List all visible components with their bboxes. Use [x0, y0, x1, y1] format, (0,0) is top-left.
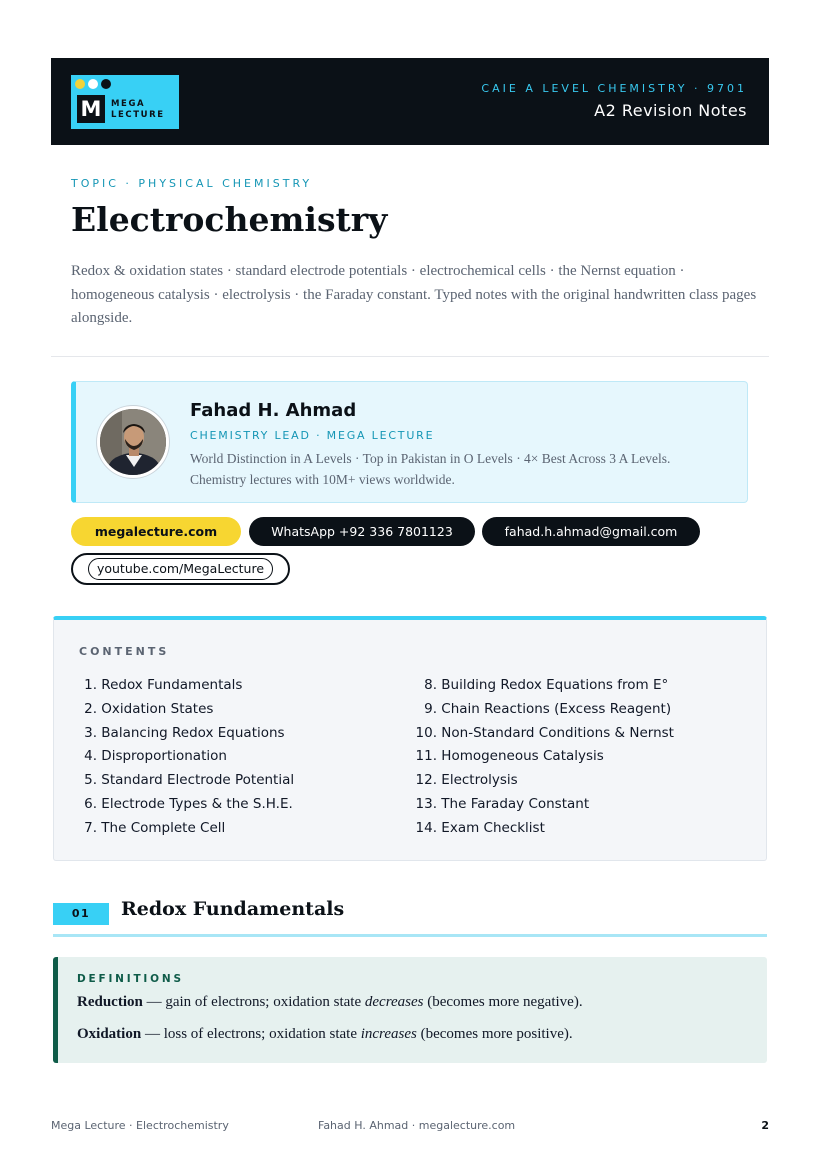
- definitions-box: [53, 957, 767, 1063]
- toc-item[interactable]: 9. Chain Reactions (Excess Reagent): [424, 700, 672, 717]
- logo-letter: M: [77, 95, 105, 123]
- footer-left: Mega Lecture · Electrochemistry: [51, 1119, 229, 1132]
- toc-item[interactable]: 8. Building Redox Equations from E°: [424, 677, 669, 693]
- toc-item[interactable]: 6. Electrode Types & the S.H.E.: [84, 795, 293, 812]
- toc-item[interactable]: 1. Redox Fundamentals: [84, 677, 243, 693]
- youtube-link-label: youtube.com/MegaLecture: [88, 558, 273, 580]
- logo-dot-black: [101, 79, 111, 89]
- section-number-badge: 01: [53, 903, 109, 925]
- topic-label: TOPIC · PHYSICAL CHEMISTRY: [71, 177, 313, 190]
- contents-column-2: [411, 674, 674, 841]
- toc-item[interactable]: 12. Electrolysis: [415, 772, 518, 789]
- toc-item[interactable]: 3. Balancing Redox Equations: [84, 724, 285, 741]
- logo-wordmark: MEGA LECTURE: [111, 99, 165, 120]
- toc-item[interactable]: 14. Exam Checklist: [415, 819, 545, 836]
- definition-oxidation: Oxidation — loss of electrons; oxidation state increases (becomes more positive).: [77, 1026, 573, 1042]
- whatsapp-link[interactable]: WhatsApp +92 336 7801123: [249, 517, 475, 546]
- toc-item[interactable]: 4. Disproportionation: [84, 748, 227, 765]
- website-link[interactable]: megalecture.com: [71, 517, 241, 546]
- definition-reduction: Reduction — gain of electrons; oxidation state decreases (becomes more negative).: [77, 994, 583, 1010]
- toc-item[interactable]: 7. The Complete Cell: [84, 819, 226, 836]
- mega-lecture-logo: [71, 75, 179, 129]
- author-bio: World Distinction in A Levels · Top in Pakistan in O Levels · 4× Best Across 3 A Levels. Chemistry lectures with 10M+ views worldwide.: [190, 451, 671, 487]
- page-title: Electrochemistry: [71, 200, 388, 239]
- toc-item[interactable]: 11. Homogeneous Catalysis: [415, 748, 604, 765]
- toc-item[interactable]: 5. Standard Electrode Potential: [84, 772, 295, 789]
- youtube-link[interactable]: [71, 553, 290, 585]
- toc-item[interactable]: 2. Oxidation States: [84, 700, 214, 717]
- section-underline: [53, 934, 767, 937]
- toc-item[interactable]: 13. The Faraday Constant: [415, 795, 590, 812]
- contents-column-1: [82, 674, 294, 841]
- divider: [51, 356, 769, 357]
- footer-middle: Fahad H. Ahmad · megalecture.com: [318, 1119, 516, 1132]
- author-role: CHEMISTRY LEAD · MEGA LECTURE: [190, 429, 435, 442]
- section-title: Redox Fundamentals: [121, 898, 345, 920]
- table-of-contents: [53, 616, 767, 861]
- definitions-title: DEFINITIONS: [77, 973, 184, 985]
- logo-dot-yellow: [75, 79, 85, 89]
- toc-item[interactable]: 10. Non-Standard Conditions & Nernst: [415, 724, 674, 741]
- logo-dot-white: [88, 79, 98, 89]
- author-avatar: [97, 406, 169, 478]
- course-label: CAIE A LEVEL CHEMISTRY · 9701: [481, 82, 747, 95]
- notes-title: A2 Revision Notes: [594, 101, 747, 120]
- page-header: [51, 58, 769, 145]
- page-subtitle: Redox & oxidation states · standard electrode potentials · electrochemical cells · the Nernst equation · homogeneous catalysis · electrolysis · the Faraday constant. Typed notes with the original handwritten class pages alongside.: [71, 263, 757, 326]
- email-link[interactable]: fahad.h.ahmad@gmail.com: [482, 517, 700, 546]
- author-name: Fahad H. Ahmad: [190, 400, 357, 421]
- page-number: 2: [761, 1119, 769, 1132]
- contents-title: CONTENTS: [79, 645, 170, 658]
- author-card: [71, 381, 748, 503]
